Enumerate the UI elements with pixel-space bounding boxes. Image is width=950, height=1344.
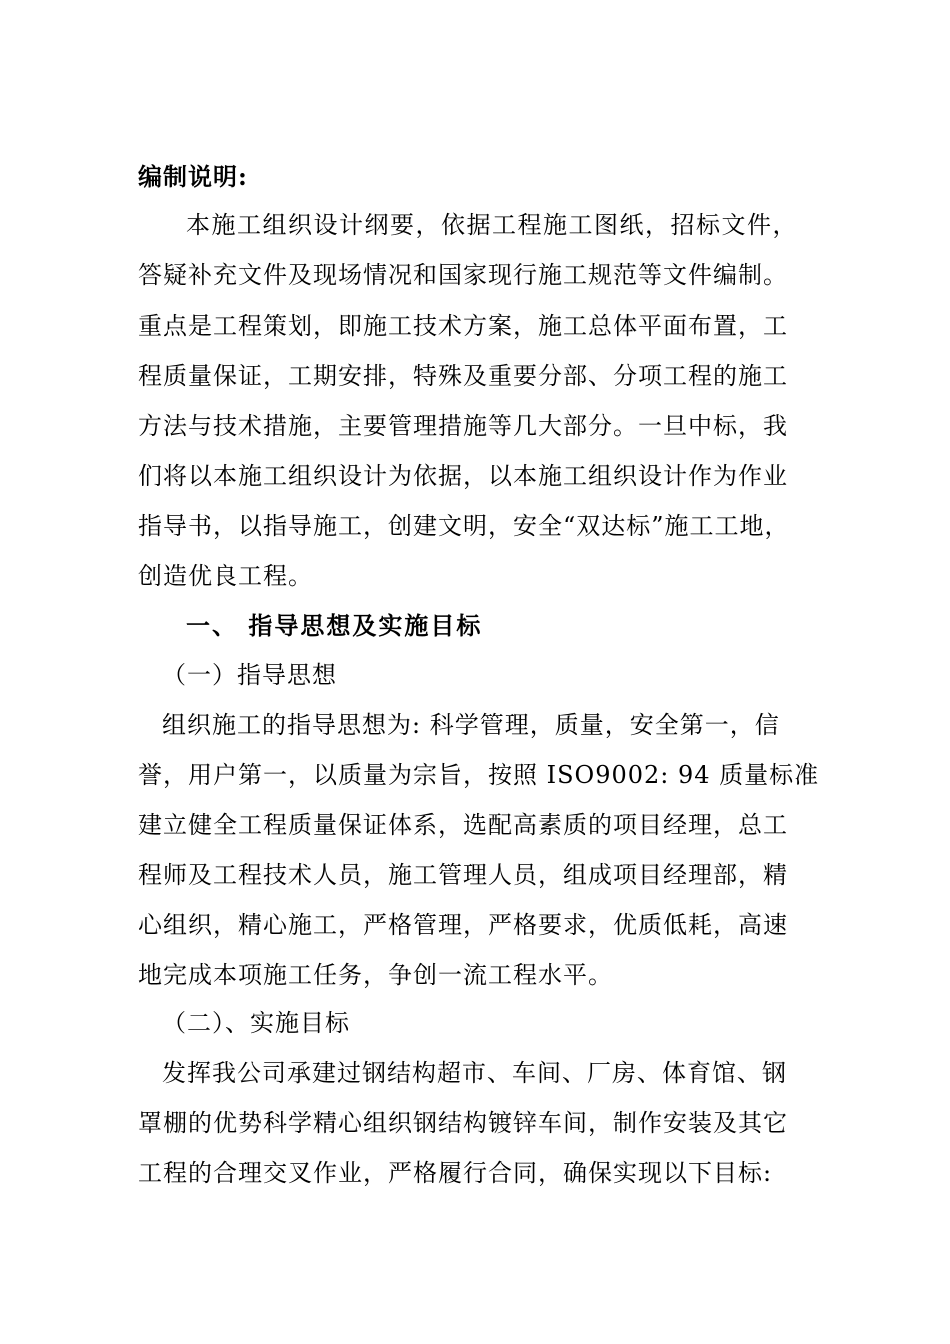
intro-line: 创造优良工程。 xyxy=(138,562,313,590)
paragraph-line: 罩棚的优势科学精心组织钢结构镀锌车间，制作安装及其它 xyxy=(138,1109,788,1137)
paragraph-line: 誉，用户第一，以质量为宗旨，按照 ISO9002: 94 质量标准 xyxy=(138,761,820,789)
paragraph-line: 组织施工的指导思想为: 科学管理，质量，安全第一，信 xyxy=(162,711,780,739)
paragraph-line: 建立健全工程质量保证体系，选配高素质的项目经理，总工 xyxy=(138,811,788,839)
intro-line: 程质量保证，工期安排，特殊及重要分部、分项工程的施工 xyxy=(138,362,788,390)
intro-line: 指导书，以指导施工，创建文明，安全“双达标”施工工地， xyxy=(138,512,790,540)
paragraph-line: 工程的合理交叉作业，严格履行合同，确保实现以下目标: xyxy=(138,1159,773,1187)
intro-line: 重点是工程策划，即施工技术方案，施工总体平面布置，工 xyxy=(138,312,788,340)
paragraph-line: 发挥我公司承建过钢结构超市、车间、厂房、体育馆、钢 xyxy=(162,1059,787,1087)
intro-line: 方法与技术措施，主要管理措施等几大部分。一旦中标，我 xyxy=(138,412,788,440)
paragraph-line: 心组织，精心施工，严格管理，严格要求，优质低耗，高速 xyxy=(138,911,788,939)
paragraph-line: 程师及工程技术人员，施工管理人员，组成项目经理部，精 xyxy=(138,861,788,889)
document-heading: 编制说明: xyxy=(138,162,248,191)
subsection-title: （一）指导思想 xyxy=(162,661,337,689)
intro-line: 答疑补充文件及现场情况和国家现行施工规范等文件编制。 xyxy=(138,261,788,289)
paragraph-line: 地完成本项施工任务，争创一流工程水平。 xyxy=(138,961,613,989)
section-title: 一、 指导思想及实施目标 xyxy=(186,611,483,640)
intro-line: 们将以本施工组织设计为依据，以本施工组织设计作为作业 xyxy=(138,462,788,490)
subsection-title: （二）、实施目标 xyxy=(162,1009,350,1037)
intro-line: 本施工组织设计纲要，依据工程施工图纸，招标文件， xyxy=(186,211,798,239)
